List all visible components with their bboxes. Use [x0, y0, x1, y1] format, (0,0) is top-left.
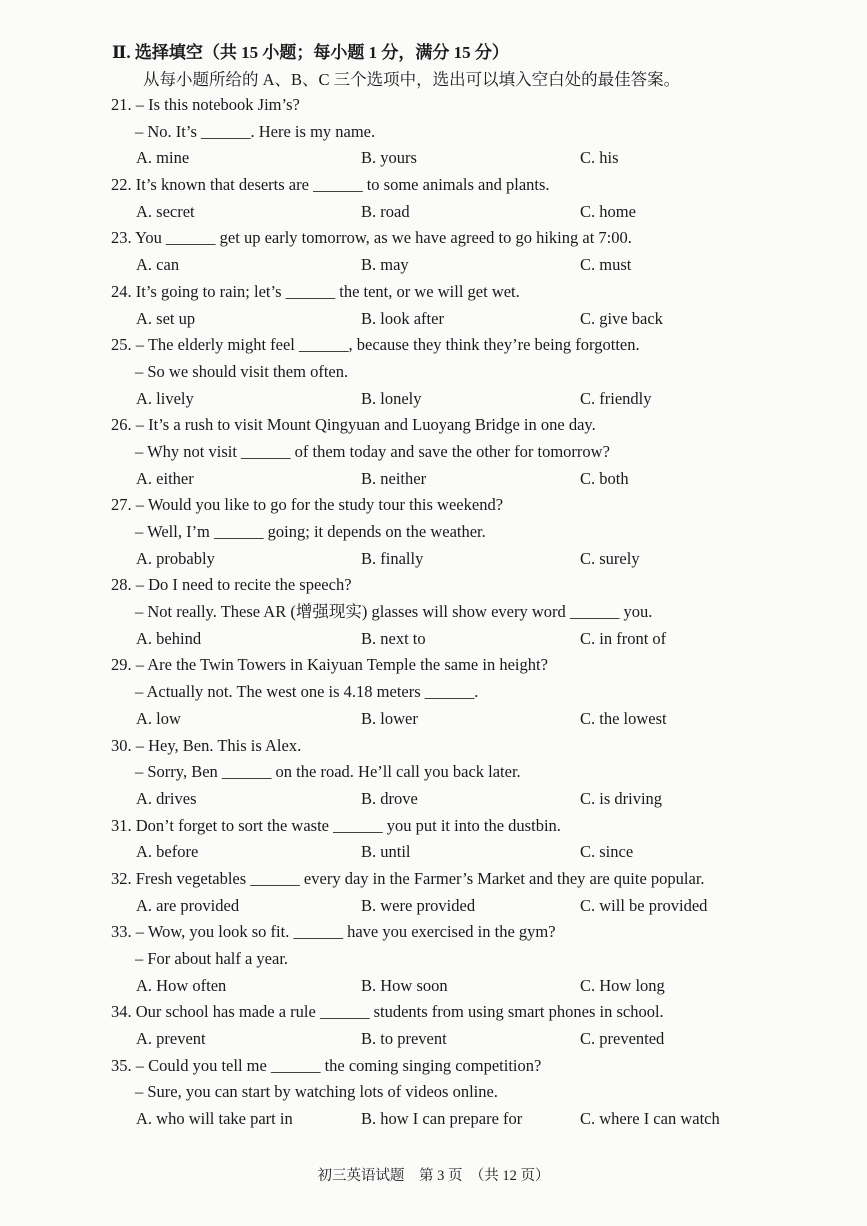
option-a: A. prevent — [136, 1029, 206, 1049]
question-text: – Wow, you look so fit. ______ have you exercised in the gym? — [135, 922, 556, 942]
answer-options — [0, 386, 867, 413]
question-stem — [0, 733, 867, 760]
question-text: – Why not visit ______ of them today and save the other for tomorrow? — [135, 441, 610, 461]
answer-options — [0, 199, 867, 226]
option-a: A. before — [136, 842, 199, 862]
option-b: B. road — [361, 201, 410, 221]
question-text: – Do I need to recite the speech? — [135, 575, 352, 595]
question-stem — [0, 492, 867, 519]
answer-options — [0, 1106, 867, 1133]
option-c: C. prevented — [580, 1029, 665, 1049]
question-number: 26. — [111, 415, 132, 435]
question-text: – Is this notebook Jim’s? — [135, 95, 300, 114]
question-stem — [0, 813, 867, 840]
question-item — [0, 999, 867, 1052]
option-a: A. lively — [136, 388, 194, 408]
question-dialogue-line — [0, 119, 867, 146]
question-text: – Sure, you can start by watching lots of videos online. — [135, 1082, 498, 1102]
option-a: A. who will take part in — [136, 1109, 293, 1129]
option-a: A. either — [136, 468, 194, 488]
option-b: B. finally — [361, 548, 424, 568]
question-number: 28. — [111, 575, 132, 595]
question-text: It’s going to rain; let’s ______ the tent, or we will get wet. — [135, 281, 520, 301]
question-item — [0, 332, 867, 412]
question-number: 25. — [111, 335, 132, 355]
option-b: B. until — [361, 842, 411, 862]
section-title: Ⅱ. 选择填空（共 15 小题；每小题 1 分，满分 15 分） — [112, 43, 509, 62]
question-text: Our school has made a rule ______ students from using smart phones in school. — [135, 1002, 664, 1022]
question-stem — [0, 412, 867, 439]
option-c: C. in front of — [580, 628, 667, 648]
option-c: C. since — [580, 842, 634, 862]
option-b: B. how I can prepare for — [361, 1109, 523, 1129]
option-b: B. to prevent — [361, 1029, 447, 1049]
option-b: B. yours — [361, 148, 417, 168]
option-b: B. lower — [361, 708, 418, 728]
question-stem — [0, 1053, 867, 1080]
question-stem — [0, 866, 867, 893]
answer-options — [0, 252, 867, 279]
question-item — [0, 572, 867, 652]
option-a: A. secret — [136, 201, 195, 221]
option-b: B. were provided — [361, 895, 476, 915]
option-c: C. home — [580, 201, 636, 221]
question-item — [0, 866, 867, 919]
question-number: 31. — [111, 815, 132, 835]
question-text: – Would you like to go for the study tour this weekend? — [135, 495, 504, 515]
question-number: 22. — [111, 175, 132, 195]
option-c: C. his — [580, 148, 619, 168]
question-number: 24. — [111, 281, 132, 301]
question-number: 29. — [111, 655, 132, 675]
question-number: 21. — [111, 95, 132, 114]
option-c: C. give back — [580, 308, 663, 328]
question-stem — [0, 172, 867, 199]
option-a: A. can — [136, 255, 180, 275]
answer-options — [0, 145, 867, 172]
question-stem — [0, 652, 867, 679]
question-stem — [0, 225, 867, 252]
option-b: B. How soon — [361, 975, 448, 995]
page-footer: 初三英语试题 第 3 页 （共 12 页） — [317, 1168, 550, 1184]
answer-options — [0, 706, 867, 733]
option-c: C. must — [580, 255, 632, 275]
answer-options — [0, 306, 867, 333]
answer-options — [0, 786, 867, 813]
option-a: A. drives — [136, 788, 197, 808]
question-text: – No. It’s ______. Here is my name. — [135, 121, 376, 141]
answer-options — [0, 973, 867, 1000]
question-text: – Could you tell me ______ the coming singing competition? — [135, 1055, 542, 1075]
question-number: 23. — [111, 228, 132, 248]
option-a: A. mine — [136, 148, 190, 168]
question-item — [0, 279, 867, 332]
question-stem — [0, 999, 867, 1026]
option-a: A. low — [136, 708, 181, 728]
question-text: Don’t forget to sort the waste ______ you put it into the dustbin. — [135, 815, 561, 835]
answer-options — [0, 466, 867, 493]
option-c: C. where I can watch — [580, 1109, 720, 1129]
question-number: 27. — [111, 495, 132, 515]
option-b: B. neither — [361, 468, 427, 488]
answer-options — [0, 546, 867, 573]
question-item — [0, 492, 867, 572]
question-dialogue-line — [0, 519, 867, 546]
option-c: C. How long — [580, 975, 665, 995]
question-item — [0, 733, 867, 813]
question-text: – Actually not. The west one is 4.18 meters ______. — [135, 682, 479, 702]
question-stem — [0, 332, 867, 359]
question-dialogue-line — [0, 439, 867, 466]
question-number: 32. — [111, 868, 132, 888]
question-dialogue-line — [0, 359, 867, 386]
question-item — [0, 919, 867, 999]
option-b: B. lonely — [361, 388, 422, 408]
option-a: A. behind — [136, 628, 202, 648]
question-item — [0, 92, 867, 172]
question-text: It’s known that deserts are ______ to some animals and plants. — [135, 175, 550, 195]
option-c: C. is driving — [580, 788, 663, 808]
question-item — [0, 1053, 867, 1133]
question-text: – Are the Twin Towers in Kaiyuan Temple the same in height? — [135, 655, 548, 675]
option-b: B. drove — [361, 788, 418, 808]
option-c: C. surely — [580, 548, 640, 568]
question-item — [0, 813, 867, 866]
question-number: 30. — [111, 735, 132, 755]
question-stem — [0, 279, 867, 306]
option-a: A. set up — [136, 308, 196, 328]
option-c: C. the lowest — [580, 708, 667, 728]
question-text: – Sorry, Ben ______ on the road. He’ll call you back later. — [135, 762, 521, 782]
option-b: B. look after — [361, 308, 444, 328]
section-instructions: 从每小题所给的 A、B、C 三个选项中，选出可以填入空白处的最佳答案。 — [143, 70, 681, 89]
answer-options — [0, 893, 867, 920]
question-stem — [0, 572, 867, 599]
question-number: 33. — [111, 922, 132, 942]
option-c: C. both — [580, 468, 629, 488]
answer-options — [0, 626, 867, 653]
question-dialogue-line — [0, 1079, 867, 1106]
question-stem — [0, 92, 867, 119]
question-text: You ______ get up early tomorrow, as we have agreed to go hiking at 7:00. — [135, 228, 632, 248]
question-stem — [0, 919, 867, 946]
option-a: A. are provided — [136, 895, 240, 915]
question-text: Fresh vegetables ______ every day in the Farmer’s Market and they are quite popular. — [135, 868, 705, 888]
question-text: – Well, I’m ______ going; it depends on the weather. — [135, 522, 486, 541]
question-list — [0, 92, 867, 1133]
question-text: – The elderly might feel ______, because they think they’re being forgotten. — [135, 335, 640, 355]
question-number: 35. — [111, 1055, 132, 1075]
option-a: A. probably — [136, 548, 215, 568]
question-item — [0, 172, 867, 225]
question-text: – So we should visit them often. — [135, 361, 349, 381]
option-b: B. next to — [361, 628, 426, 648]
question-dialogue-line — [0, 599, 867, 626]
option-c: C. will be provided — [580, 895, 708, 915]
question-item — [0, 412, 867, 492]
question-text: – Hey, Ben. This is Alex. — [135, 735, 302, 755]
question-text: – It’s a rush to visit Mount Qingyuan and Luoyang Bridge in one day. — [135, 415, 596, 435]
question-item — [0, 652, 867, 732]
question-item — [0, 225, 867, 278]
answer-options — [0, 839, 867, 866]
option-a: A. How often — [136, 975, 227, 995]
question-text: – For about half a year. — [135, 949, 289, 968]
question-text: – Not really. These AR (增强现实) glasses will show every word ______ you. — [135, 602, 653, 622]
question-dialogue-line — [0, 679, 867, 706]
question-dialogue-line — [0, 946, 867, 973]
option-c: C. friendly — [580, 388, 652, 408]
option-b: B. may — [361, 255, 409, 275]
answer-options — [0, 1026, 867, 1053]
question-number: 34. — [111, 1002, 132, 1022]
question-dialogue-line — [0, 759, 867, 786]
